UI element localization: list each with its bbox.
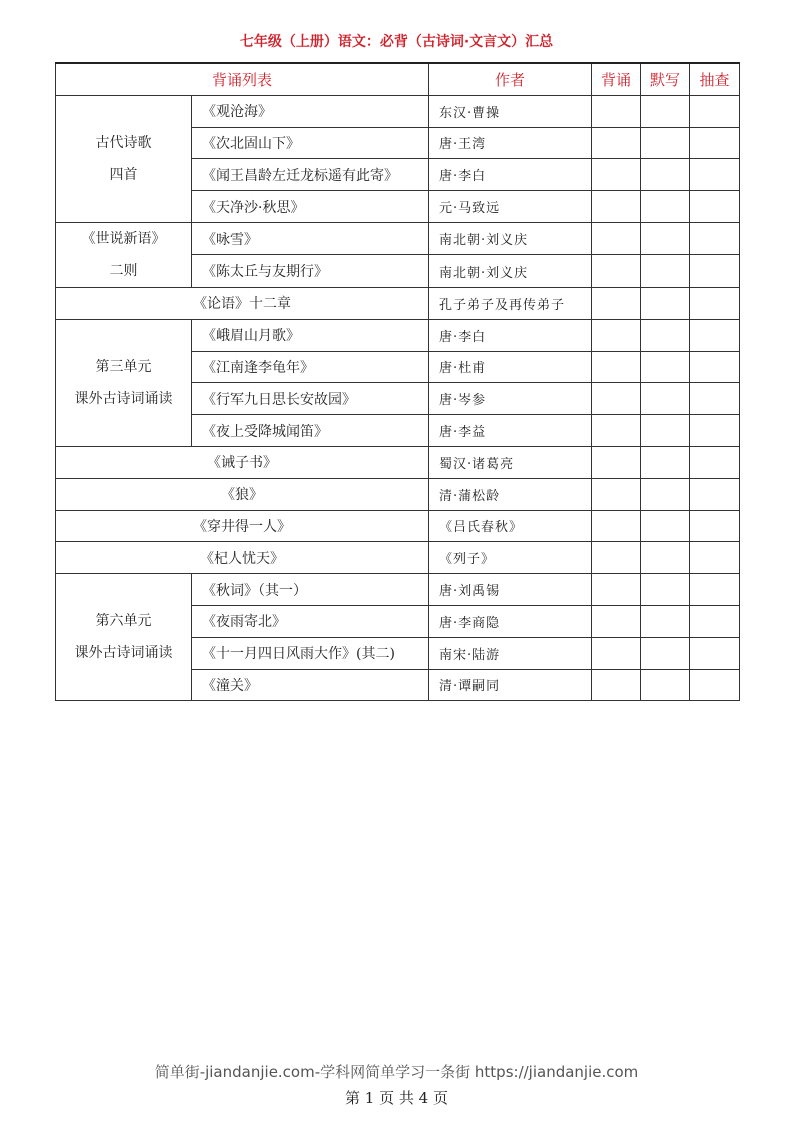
dictation-checkbox[interactable] [641,287,690,319]
group-label [56,574,192,701]
recite-checkbox[interactable] [592,510,641,542]
recite-checkbox[interactable] [592,127,641,159]
dictation-checkbox[interactable] [641,574,690,606]
check-checkbox[interactable] [690,415,740,447]
work-title: 《闻王昌龄左迁龙标遥有此寄》 [192,159,429,191]
work-title: 《次北固山下》 [192,127,429,159]
work-title: 《论语》十二章 [56,287,429,319]
work-title: 《潼关》 [192,669,429,701]
work-title: 《穿井得一人》 [56,510,429,542]
header-recite: 背诵 [592,63,641,95]
check-checkbox[interactable] [690,510,740,542]
group-line-1: 《世说新语》 [81,230,166,247]
recite-checkbox[interactable] [592,478,641,510]
dictation-checkbox[interactable] [641,222,690,255]
recite-checkbox[interactable] [592,637,641,669]
group-line-2: 课外古诗词诵读 [74,390,173,407]
check-checkbox[interactable] [690,478,740,510]
work-author: 东汉·曹操 [429,95,592,127]
work-author: 唐·岑参 [429,383,592,415]
recite-checkbox[interactable] [592,415,641,447]
check-checkbox[interactable] [690,191,740,223]
work-author: 唐·王湾 [429,127,592,159]
watermark: 简单街-jiandanjie.com-学科网简单学习一条街 https://jiandanjie.com [154,1063,639,1081]
group-label [56,319,192,446]
dictation-checkbox[interactable] [641,127,690,159]
recite-checkbox[interactable] [592,446,641,478]
check-checkbox[interactable] [690,446,740,478]
group-line-1: 第六单元 [95,613,152,630]
dictation-checkbox[interactable] [641,351,690,383]
work-title: 《秋词》（其一） [192,574,429,606]
check-checkbox[interactable] [690,95,740,127]
recite-checkbox[interactable] [592,669,641,701]
group-line-2: 四首 [109,166,138,183]
recite-checkbox[interactable] [592,383,641,415]
check-checkbox[interactable] [690,287,740,319]
dictation-checkbox[interactable] [641,478,690,510]
header-author: 作者 [429,63,592,95]
dictation-checkbox[interactable] [641,605,690,637]
check-checkbox[interactable] [690,637,740,669]
dictation-checkbox[interactable] [641,446,690,478]
header-list: 背诵列表 [56,63,429,95]
work-author: 南北朝·刘义庆 [429,222,592,255]
group-label [56,95,192,222]
check-checkbox[interactable] [690,605,740,637]
work-title: 《狼》 [56,478,429,510]
work-author: 《吕氏春秋》 [429,510,592,542]
recite-checkbox[interactable] [592,351,641,383]
recite-checkbox[interactable] [592,255,641,288]
recite-checkbox[interactable] [592,95,641,127]
check-checkbox[interactable] [690,383,740,415]
dictation-checkbox[interactable] [641,319,690,351]
work-author: 南宋·陆游 [429,637,592,669]
check-checkbox[interactable] [690,542,740,574]
work-author: 南北朝·刘义庆 [429,255,592,288]
dictation-checkbox[interactable] [641,159,690,191]
header-check: 抽查 [690,63,740,95]
work-title: 《江南逢李龟年》 [192,351,429,383]
recite-checkbox[interactable] [592,159,641,191]
group-line-2: 二则 [109,262,138,279]
work-author: 清·蒲松龄 [429,478,592,510]
work-author: 唐·杜甫 [429,351,592,383]
work-title: 《十一月四日风雨大作》(其二) [192,637,429,669]
header-dictation: 默写 [641,63,690,95]
page-title: 七年级（上册）语文：必背（古诗词·文言文）汇总 [239,34,554,50]
work-author: 唐·李商隐 [429,605,592,637]
recitation-table [55,62,740,701]
work-author: 蜀汉·诸葛亮 [429,446,592,478]
check-checkbox[interactable] [690,669,740,701]
check-checkbox[interactable] [690,222,740,255]
work-title: 《咏雪》 [192,222,429,255]
recite-checkbox[interactable] [592,191,641,223]
work-title: 《峨眉山月歌》 [192,319,429,351]
page-number: 第 1 页 共 4 页 [345,1089,448,1107]
recite-checkbox[interactable] [592,222,641,255]
dictation-checkbox[interactable] [641,95,690,127]
work-author: 唐·李白 [429,319,592,351]
work-author: 唐·刘禹锡 [429,574,592,606]
work-title: 《夜雨寄北》 [192,605,429,637]
dictation-checkbox[interactable] [641,510,690,542]
work-title: 《观沧海》 [192,95,429,127]
work-author: 孔子弟子及再传弟子 [429,287,592,319]
dictation-checkbox[interactable] [641,669,690,701]
recite-checkbox[interactable] [592,574,641,606]
table-row [56,478,740,510]
check-checkbox[interactable] [690,159,740,191]
dictation-checkbox[interactable] [641,415,690,447]
check-checkbox[interactable] [690,319,740,351]
table-row [56,95,740,127]
recite-checkbox[interactable] [592,319,641,351]
work-title: 《行军九日思长安故园》 [192,383,429,415]
work-title: 《夜上受降城闻笛》 [192,415,429,447]
dictation-checkbox[interactable] [641,191,690,223]
table-row [56,446,740,478]
dictation-checkbox[interactable] [641,637,690,669]
recite-checkbox[interactable] [592,542,641,574]
check-checkbox[interactable] [690,574,740,606]
table-row [56,574,740,606]
recite-checkbox[interactable] [592,287,641,319]
work-title: 《陈太丘与友期行》 [192,255,429,288]
work-author: 唐·李白 [429,159,592,191]
dictation-checkbox[interactable] [641,383,690,415]
work-author: 元·马致远 [429,191,592,223]
group-line-1: 第三单元 [95,358,152,375]
dictation-checkbox[interactable] [641,255,690,288]
work-author: 唐·李益 [429,415,592,447]
table-header [56,63,740,95]
group-line-2: 课外古诗词诵读 [74,645,173,662]
check-checkbox[interactable] [690,127,740,159]
work-title: 《诫子书》 [56,446,429,478]
table-row [56,542,740,574]
table-row [56,319,740,351]
work-title: 《杞人忧天》 [56,542,429,574]
check-checkbox[interactable] [690,255,740,288]
table-row [56,222,740,255]
group-line-1: 古代诗歌 [95,134,152,151]
check-checkbox[interactable] [690,351,740,383]
dictation-checkbox[interactable] [641,542,690,574]
work-author: 清·谭嗣同 [429,669,592,701]
table-row [56,510,740,542]
table-row [56,287,740,319]
work-title: 《天净沙·秋思》 [192,191,429,223]
group-label [56,222,192,287]
work-author: 《列子》 [429,542,592,574]
recite-checkbox[interactable] [592,605,641,637]
